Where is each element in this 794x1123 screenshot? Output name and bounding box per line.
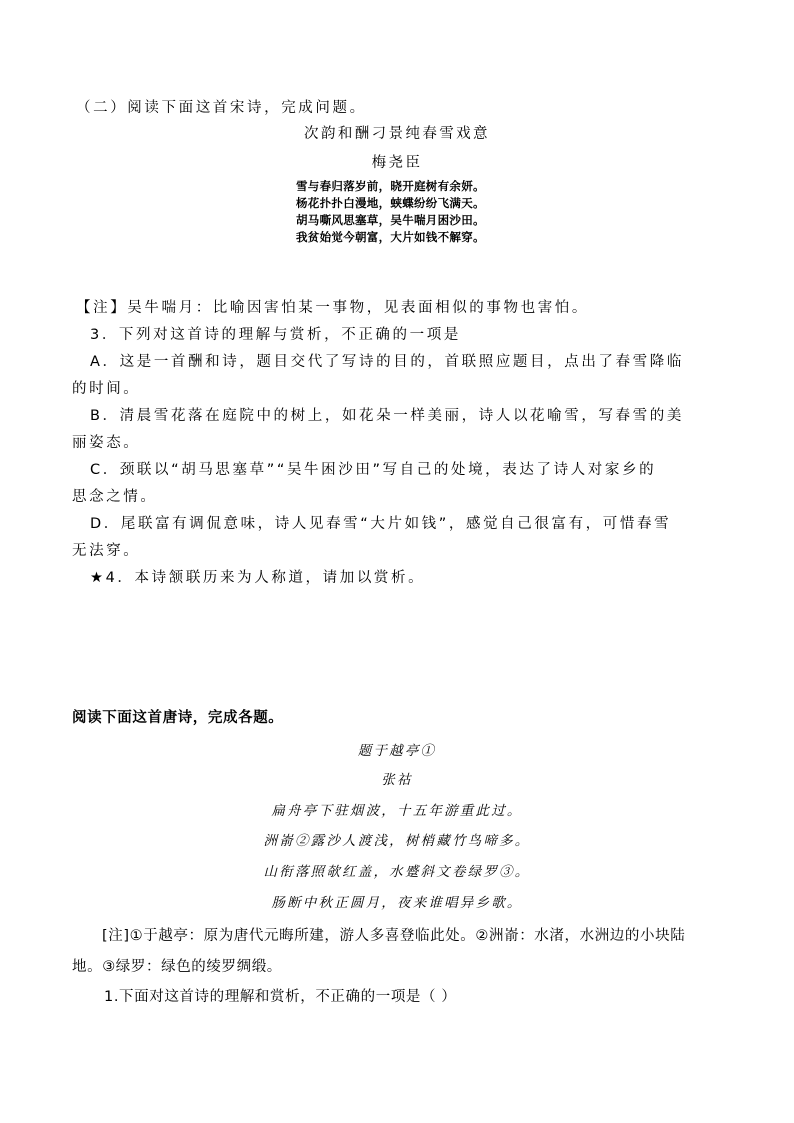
q3-option-b-cont: 丽姿态。 bbox=[72, 435, 141, 451]
question-3-stem: 3．下列对这首诗的理解与赏析，不正确的一项是 bbox=[90, 327, 461, 343]
section1-heading: （二）阅读下面这首宋诗，完成问题。 bbox=[76, 100, 367, 116]
poem2-line: 肠断中秋正圆月，夜来谁唱异乡歌。 bbox=[271, 895, 523, 911]
poem2-line: 山衔落照欹红盖，水蹙斜文卷绿罗③。 bbox=[263, 864, 531, 880]
q3-option-a: A．这是一首酬和诗，题目交代了写诗的目的，首联照应题目，点出了春雪降临 bbox=[90, 354, 684, 370]
poem1-author: 梅尧臣 bbox=[371, 155, 423, 171]
q3-option-c-cont: 思念之情。 bbox=[72, 489, 158, 505]
q3-option-a-cont: 的时间。 bbox=[72, 381, 141, 397]
q3-option-b: B．清晨雪花落在庭院中的树上，如花朵一样美丽，诗人以花喻雪，写春雪的美 bbox=[90, 408, 684, 424]
poem2-line: 扁舟亭下驻烟波，十五年游重此过。 bbox=[271, 803, 523, 819]
poem1-line: 我贫始觉今朝富，大片如钱不解穿。 bbox=[296, 230, 485, 244]
q3-option-d: D．尾联富有调侃意味，诗人见春雪“大片如钱”，感觉自己很富有，可惜春雪 bbox=[90, 516, 672, 532]
q3-option-c: C．颈联以“胡马思塞草”“吴牛困沙田”写自己的处境，表达了诗人对家乡的 bbox=[90, 462, 657, 478]
section2-heading: 阅读下面这首唐诗，完成各题。 bbox=[72, 710, 284, 726]
poem2-title: 题于越亭① bbox=[357, 743, 437, 759]
question-1: 1.下面对这首诗的理解和赏析，不正确的一项是（ ） bbox=[104, 989, 457, 1005]
poem1-title: 次韵和酬刁景纯春雪戏意 bbox=[304, 126, 490, 142]
poem1-line: 雪与春归落岁前，晓开庭树有余妍。 bbox=[296, 179, 485, 193]
poem2-note: [注]①于越亭：原为唐代元晦所建，游人多喜登临此处。②洲嵛：水渚，水洲边的小块陆 bbox=[102, 928, 686, 944]
poem2-line: 洲嵛②露沙人渡浅，树梢藏竹鸟啼多。 bbox=[263, 833, 531, 849]
q3-option-d-cont: 无法穿。 bbox=[72, 543, 141, 559]
question-4: ★4．本诗颔联历来为人称道，请加以赏析。 bbox=[90, 570, 426, 586]
poem1-note: 【注】吴牛喘月：比喻因害怕某一事物，见表面相似的事物也害怕。 bbox=[76, 300, 589, 316]
poem2-author: 张祜 bbox=[381, 772, 413, 788]
poem2-note-cont: 地。③绿罗：绿色的绫罗绸缎。 bbox=[72, 959, 282, 975]
poem1-line: 胡马嘶风思塞草，吴牛喘月困沙田。 bbox=[296, 213, 485, 227]
poem1-line: 杨花扑扑白漫地，蛱蝶纷纷飞满天。 bbox=[296, 196, 485, 210]
